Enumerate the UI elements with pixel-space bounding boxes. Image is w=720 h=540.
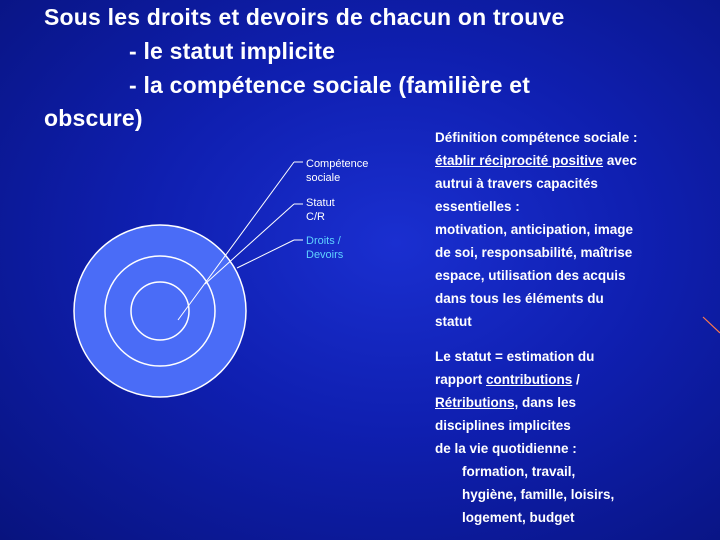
statut-line-2-b: / [572,372,580,387]
label-droits-devoirs [306,234,343,262]
definition-line-8: dans tous les éléments du [435,291,604,306]
statut-block [435,345,720,529]
statut-line-3-rest: dans les [518,395,577,410]
statut-contributions: contributions [486,372,573,387]
label-statut-line-2: C/R [306,211,325,223]
statut-retributions: Rétributions, [435,395,519,410]
statut-line-7: hygiène, famille, loisirs, [462,487,615,502]
definition-underlined: établir réciprocité positive [435,153,604,168]
definition-line-5: motivation, anticipation, image [435,222,634,237]
statut-line-3 [435,391,720,414]
label-competence-line-1: Compétence [306,158,369,170]
statut-line-8: logement, budget [462,510,575,525]
statut-line-5: de la vie quotidienne : [435,441,577,456]
pointer-line-statut [205,204,294,284]
definition-line-7: espace, utilisation des acquis [435,268,626,283]
label-statut-line-1: Statut [306,197,335,209]
title-line-1: Sous les droits et devoirs de chacun on trouve [44,4,565,30]
statut-line-4: disciplines implicites [435,418,571,433]
definition-line-2 [435,149,720,172]
label-droits-line-1: Droits / [306,235,341,247]
definition-block [435,126,720,333]
title-line-2: - le statut implicite [129,38,336,64]
statut-line-2-a: rapport [435,372,487,387]
definition-line-6: de soi, responsabilité, maîtrise [435,245,633,260]
label-competence-sociale [306,157,368,185]
definition-line-4: essentielles : [435,199,520,214]
label-statut [306,196,335,224]
label-droits-line-2: Devoirs [306,249,344,261]
definition-line-2-rest: avec [603,153,637,168]
pointer-line-droits [237,240,294,268]
definition-line-3: autrui à travers capacités [435,176,598,191]
definition-line-9: statut [435,314,472,329]
right-text-column [435,126,720,529]
title-line-3: - la compétence sociale (familière et [129,72,531,98]
title-line-4: obscure) [44,105,143,131]
outer-circle-droits-devoirs [74,225,246,397]
statut-line-2 [435,368,720,391]
definition-line-1: Définition compétence sociale : [435,130,638,145]
statut-line-1: Le statut = estimation du [435,349,595,364]
label-competence-line-2: sociale [306,172,341,184]
statut-line-6: formation, travail, [462,464,576,479]
